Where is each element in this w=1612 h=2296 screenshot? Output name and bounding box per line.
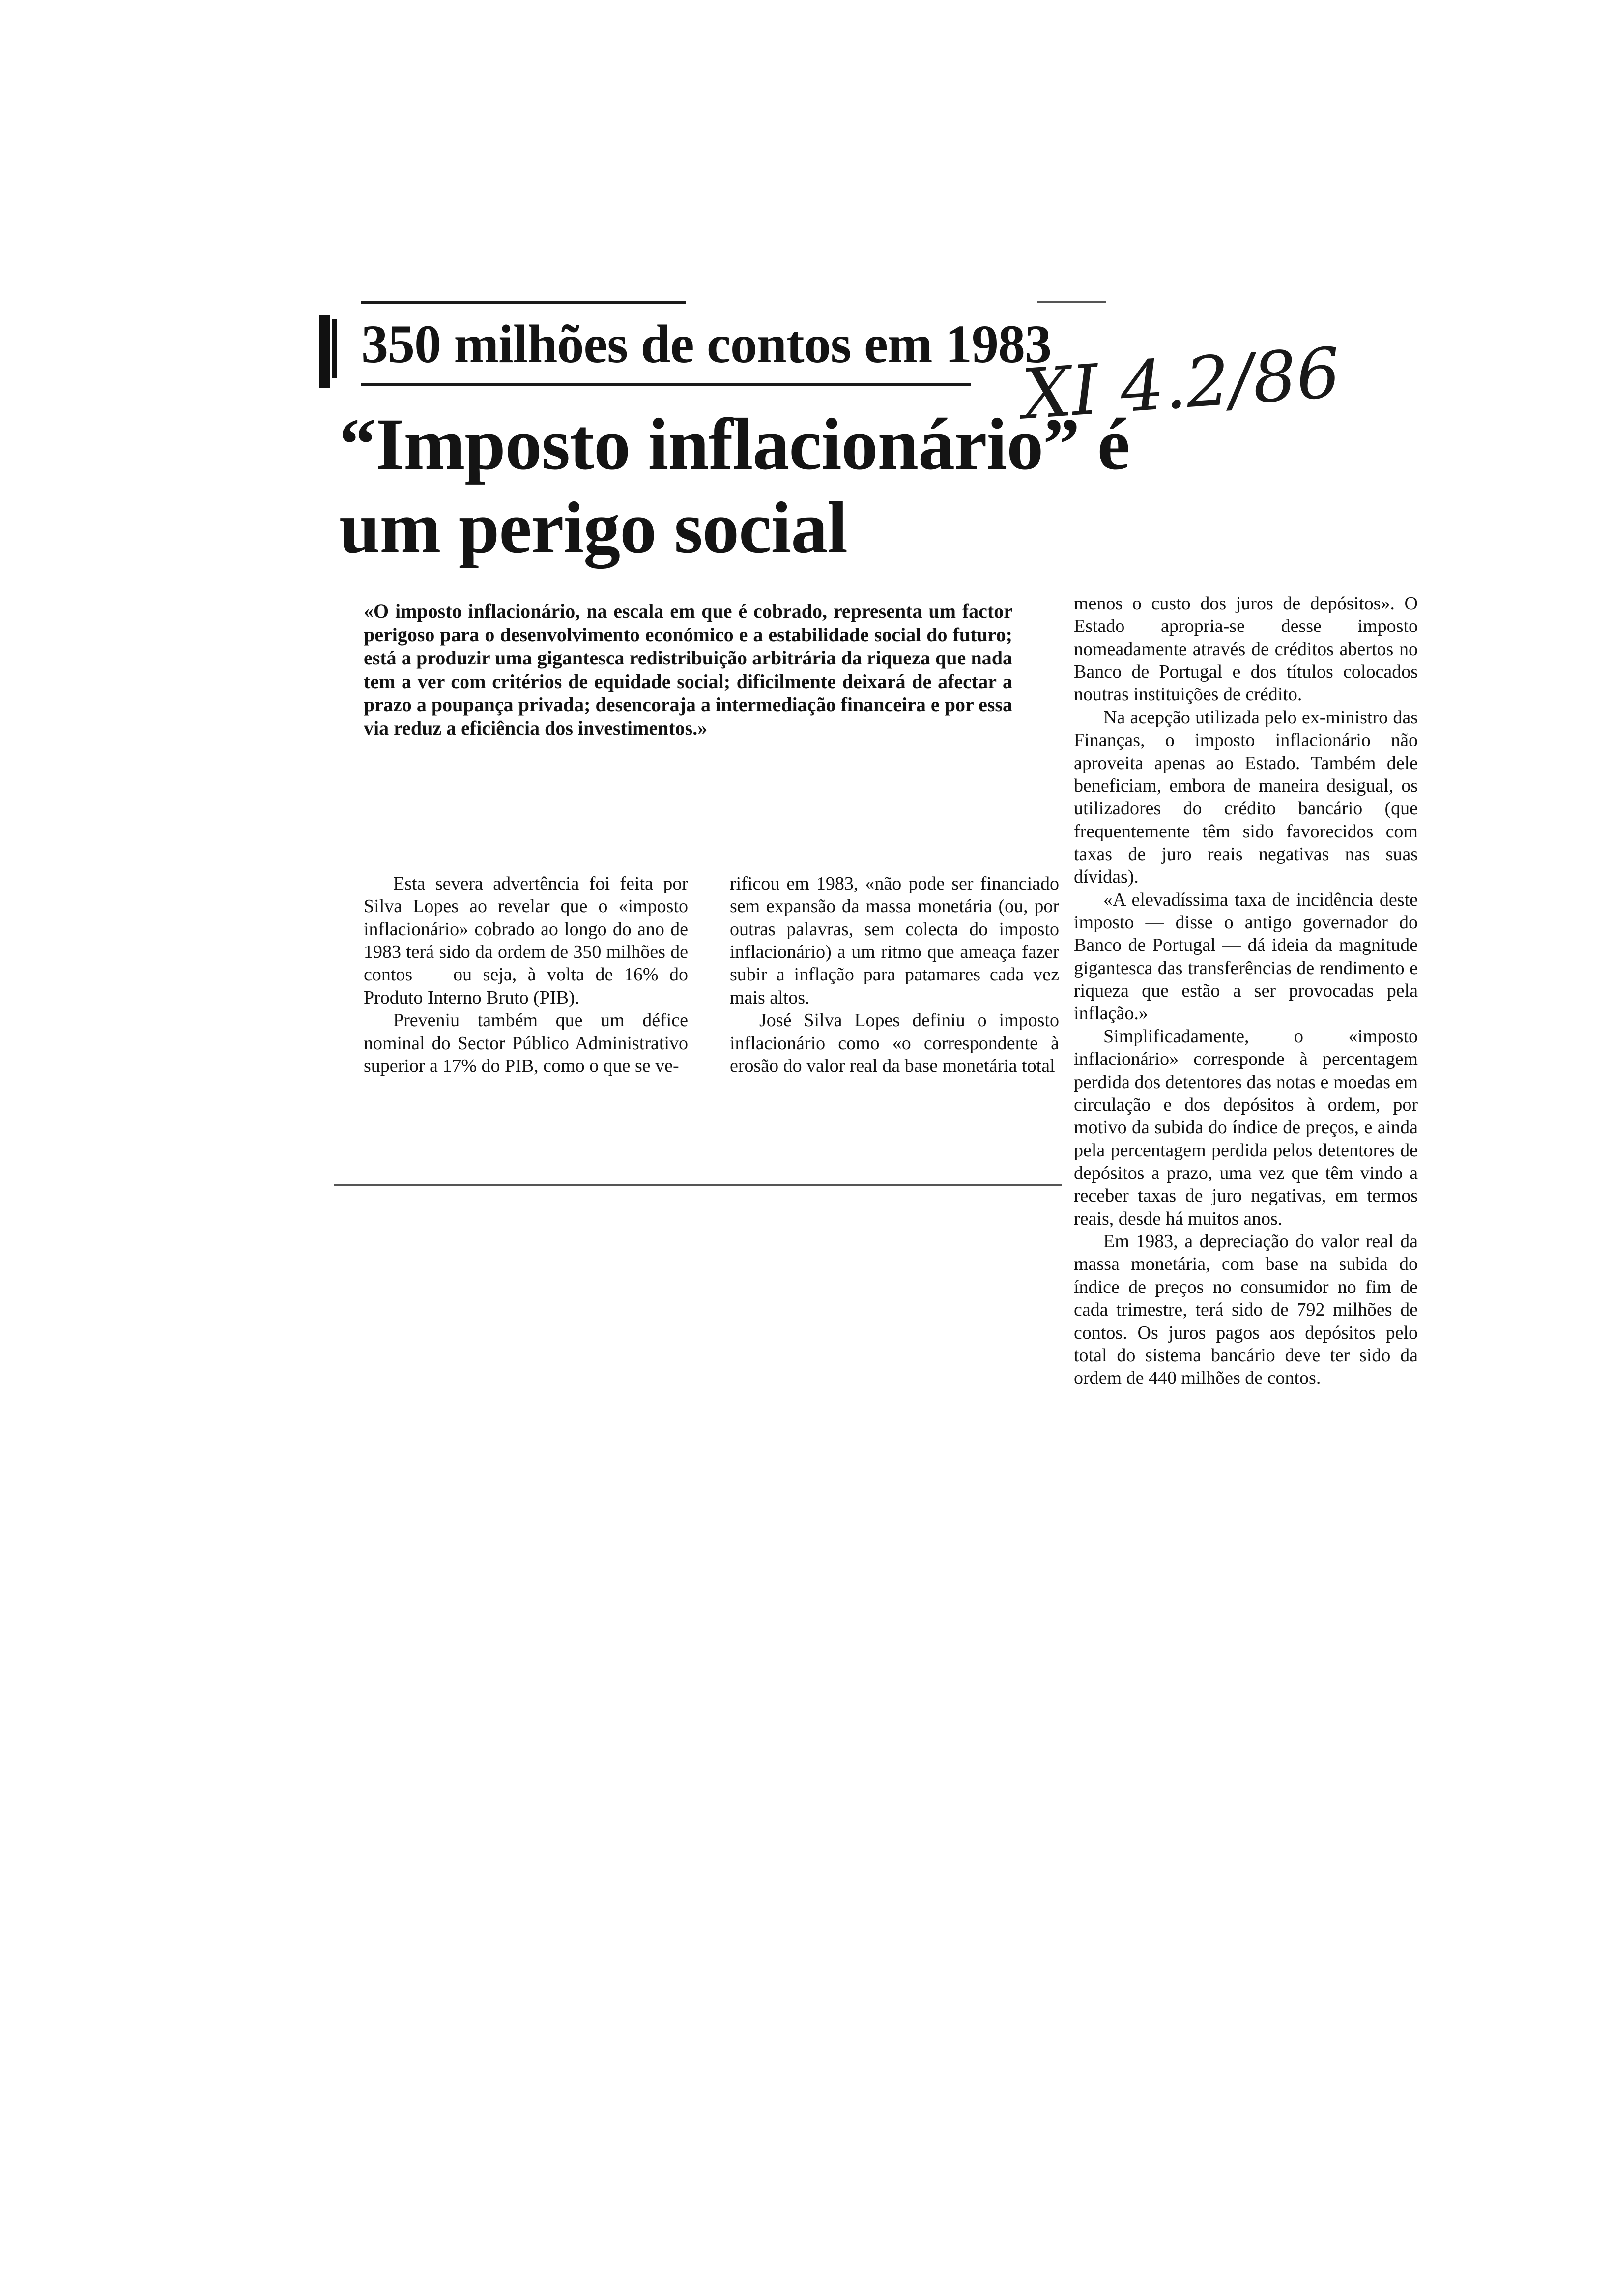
article-column-2 bbox=[730, 872, 1059, 1077]
column-1-paragraph: Preveniu também que um défice nominal do Sector Público Administrativo superior a 17% do PIB, como o que se ve- bbox=[364, 1010, 688, 1076]
clipping-edge-mark bbox=[319, 315, 330, 388]
article-column-3 bbox=[1074, 592, 1418, 1390]
top-rule-dash bbox=[1037, 301, 1106, 303]
column-3-paragraph: menos o custo dos juros de depósitos». O Estado apropria-se desse imposto nomeadamente através de créditos abertos no Banco de Portugal e dos títulos colocados noutras instituições de crédito. bbox=[1074, 593, 1418, 705]
column-3-paragraph: «A elevadíssima taxa de incidência deste imposto — disse o antigo governador do Banco de Portugal — dá ideia da magnitude gigantesca das transferências de rendimento e riqueza que estão a ser provocadas pela inflação.» bbox=[1074, 889, 1418, 1024]
handwritten-date-annotation: XI 4.2/86 bbox=[1020, 333, 1343, 435]
column-1-paragraph: Esta severa advertência foi feita por Silva Lopes ao revelar que o «imposto inflacionário» cobrado ao longo do ano de 1983 terá sido da ordem de 350 milhões de contos — ou seja, à volta de 16% do Produto Interno Bruto (PIB). bbox=[364, 873, 688, 1008]
kicker-underline bbox=[361, 383, 971, 386]
column-3-paragraph: Em 1983, a depreciação do valor real da massa monetária, com base na subida do índice de preços no consumidor no fim de cada trimestre, terá sido de 792 milhões de contos. Os juros pagos aos depósitos pelo total do sistema bancário deve ter sido da ordem de 440 milhões de contos. bbox=[1074, 1231, 1418, 1389]
lead-paragraph: «O imposto inflacionário, na escala em que é cobrado, representa um factor perigoso para o desenvolvimento económico e a estabilidade social do futuro; está a produzir uma gigantesca redistribuição arbitrária da riqueza que nada tem a ver com critérios de equidade social; dificilmente deixará de afectar a prazo a poupança privada; desencoraja a intermediação financeira e por essa via reduz a eficiência dos investimentos.» bbox=[364, 600, 1012, 739]
column-3-paragraph: Na acepção utilizada pelo ex-ministro das Finanças, o imposto inflacionário não aproveita apenas ao Estado. Também dele beneficiam, embora de maneira desigual, os utilizadores do crédito bancário (que frequentemente têm sido favorecidos com taxas de juro reais negativas nas suas dívidas). bbox=[1074, 707, 1418, 888]
article-column-1 bbox=[364, 872, 688, 1077]
column-3-paragraph: Simplificadamente, o «imposto inflacionário» corresponde à percentagem perdida dos detentores das notas e moedas em circulação e dos depósitos à ordem, por motivo da subida do índice de preços, e ainda pela percentagem perdida pelos detentores de depósitos a prazo, uma vez que têm vindo a receber taxas de juro negativas, em termos reais, desde há muitos anos. bbox=[1074, 1026, 1418, 1229]
clipping-edge-mark bbox=[332, 319, 337, 378]
top-rule bbox=[361, 301, 686, 304]
column-2-paragraph: rificou em 1983, «não pode ser financiado sem expansão da massa monetária (ou, por outras palavras, sem colecta do imposto inflacionário) a um ritmo que ameaça fazer subir a inflação para patamares cada vez mais altos. bbox=[730, 873, 1059, 1008]
kicker-headline: 350 milhões de contos em 1983 bbox=[361, 314, 1051, 374]
column-2-paragraph: José Silva Lopes definiu o imposto inflacionário como «o correspondente à erosão do valor real da base monetária total bbox=[730, 1010, 1059, 1076]
columns-bottom-rule bbox=[334, 1184, 1062, 1186]
main-headline: “Imposto inflacionário” é um perigo social bbox=[339, 403, 1130, 569]
